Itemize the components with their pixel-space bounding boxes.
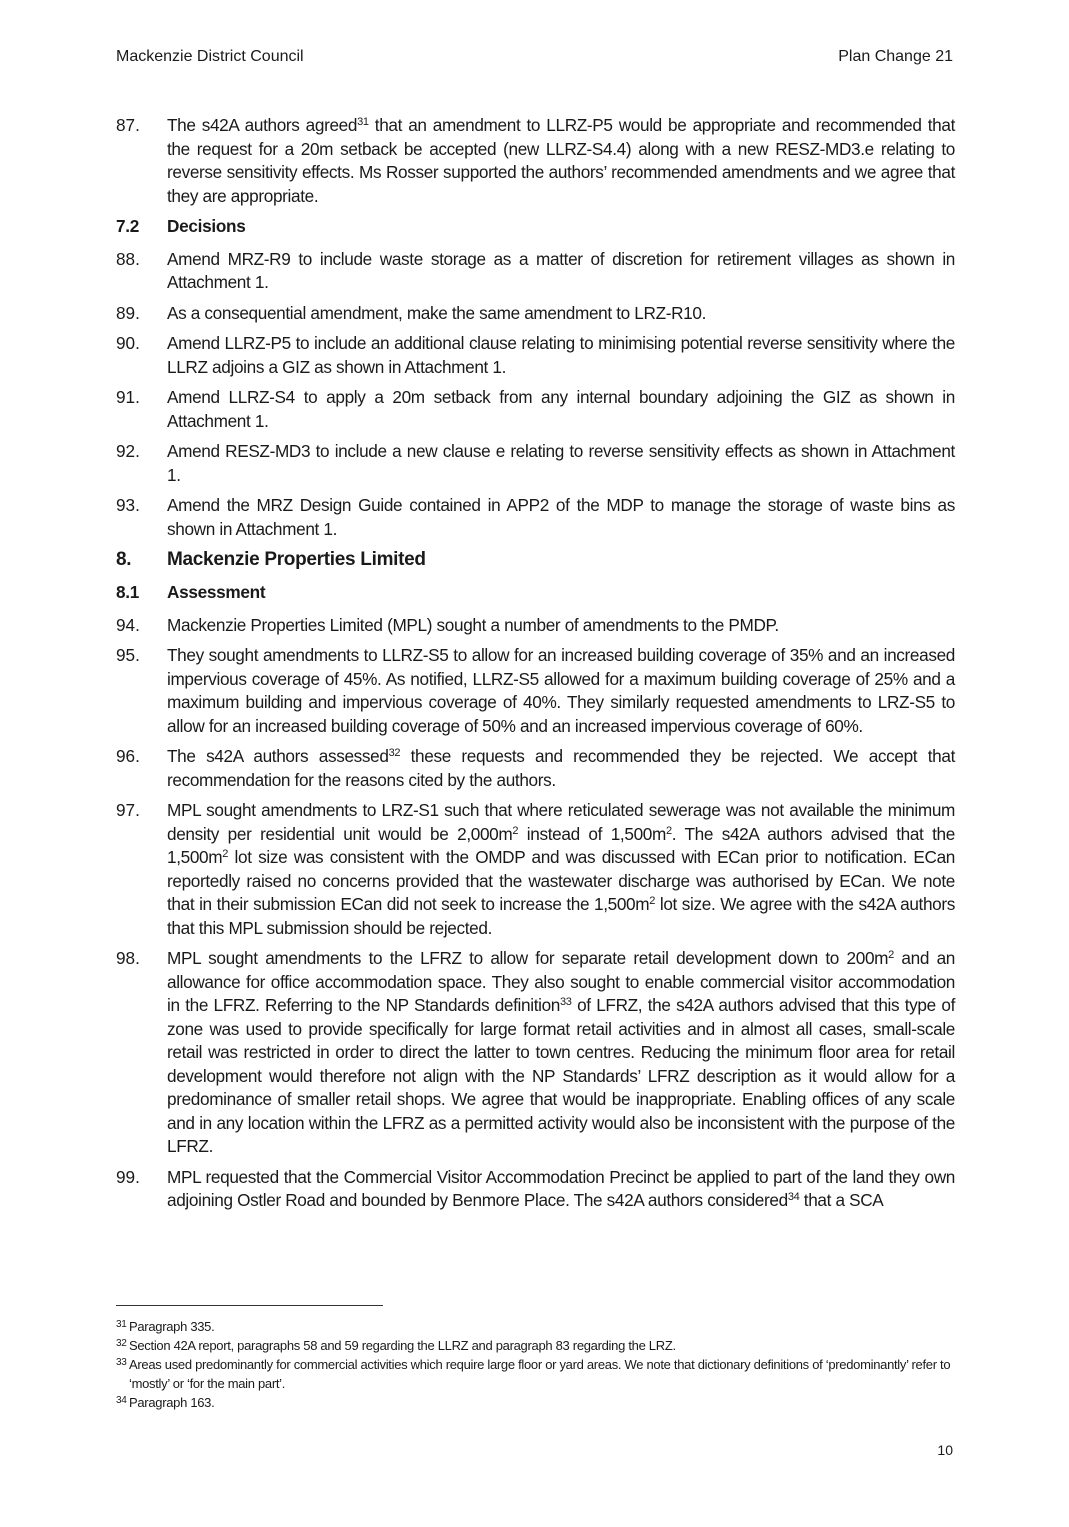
footnotes [116, 1317, 955, 1412]
paragraph-number: 91. [116, 387, 140, 407]
heading-number: 7.2 [116, 216, 139, 236]
paragraph-92 [116, 440, 955, 487]
footnote-text: Paragraph 335. [129, 1319, 215, 1334]
text-run: MPL requested that the Commercial Visitor Accommodation Precinct be applied to part of the land they own adjoining Ostler Road and bounded by Benmore Place. The s42A authors considered [167, 1166, 955, 1210]
heading-title: Mackenzie Properties Limited [167, 549, 426, 570]
paragraph-number: 89. [116, 302, 140, 323]
footnote-ref-33[interactable]: 33 [560, 996, 572, 1008]
paragraph-98 [116, 947, 955, 1159]
text-run: The s42A authors agreed [167, 115, 358, 135]
heading-8 [116, 548, 955, 572]
text-run: instead of 1,500m [518, 823, 666, 844]
paragraph-number: 94. [116, 614, 140, 635]
footnote-text: Areas used predominantly for commercial activities which require large floor or yard areas. We note that dictionary definitions of ‘predominantly’ refer to ‘mostly’ or ‘for the main part’. [129, 1357, 951, 1391]
text-run: The s42A authors assessed [167, 746, 389, 766]
page-number: 10 [937, 1442, 953, 1458]
paragraph-text [167, 114, 955, 208]
heading-title: Decisions [167, 216, 246, 236]
paragraph-text [167, 947, 955, 1159]
footnote-number: 34 [116, 1395, 127, 1406]
paragraph-text [167, 799, 955, 940]
heading-8-1 [116, 581, 955, 605]
paragraph-97 [116, 799, 955, 940]
footnote-number: 33 [116, 1357, 127, 1368]
footnote-text: Paragraph 163. [129, 1395, 215, 1410]
text-run: . The s42A authors advised that the 1,500m [167, 823, 955, 867]
footnote-text: Section 42A report, paragraphs 58 and 59 regarding the LLRZ and paragraph 83 regarding the LRZ. [129, 1338, 676, 1353]
paragraph-89 [116, 302, 955, 326]
paragraph-text [167, 745, 955, 792]
paragraph-96 [116, 745, 955, 792]
paragraph-text: Amend MRZ-R9 to include waste storage as a matter of discretion for retirement villages as shown in Attachment 1. [167, 248, 955, 292]
body-content [116, 114, 955, 1220]
footnote-ref-32[interactable]: 32 [388, 747, 401, 759]
footnote-number: 31 [116, 1319, 127, 1330]
text-run: these requests and recommended they be rejected. We accept that recommendation for the reasons cited by the authors. [167, 746, 955, 790]
text-run: of LFRZ, the s42A authors advised that this type of zone was used to provide specifically for large format retail activities and in almost all cases, small-scale retail was restricted in order to direct the latter to town centres. Reducing the minimum floor area for retail development would therefore not align with the NP Standards’ LFRZ description as it would allow for a predominance of smaller retail shops. We agree that would be inappropriate. Enabling offices of any scale and in any location within the LFRZ as a permitted activity would also be inconsistent with the purpose of the LFRZ. [167, 995, 955, 1156]
text-run: that a SCA [799, 1190, 884, 1210]
paragraph-91 [116, 386, 955, 433]
text-run: lot size was consistent with the OMDP and was discussed with ECan prior to notification. ECan reportedly raised no concerns provided that the wastewater discharge was authorised by ECan. We note that in their submission ECan did not seek to increase the 1,500m [167, 847, 955, 914]
superscript: 2 [649, 895, 656, 907]
paragraph-90 [116, 332, 955, 379]
paragraph-text: They sought amendments to LLRZ-S5 to allow for an increased building coverage of 35% and an increased impervious coverage of 45%. As notified, LLRZ-S5 allowed for a maximum building coverage of 25% and a maximum building and impervious coverage of 40%. They similarly requested amendments to LRZ-S5 to allow for an increased building coverage of 50% and an increased impervious coverage of 60%. [167, 645, 955, 736]
paragraph-number: 98. [116, 948, 140, 968]
paragraph-number: 99. [116, 1166, 140, 1187]
heading-7-2 [116, 215, 955, 239]
paragraph-text: Amend RESZ-MD3 to include a new clause e relating to reverse sensitivity effects as shown in Attachment 1. [167, 441, 955, 485]
paragraph-text: Amend LLRZ-S4 to apply a 20m setback from any internal boundary adjoining the GIZ as shown in Attachment 1. [167, 387, 955, 431]
text-run: MPL sought amendments to the LFRZ to allow for separate retail development down to 200m [167, 948, 889, 968]
paragraph-94 [116, 614, 955, 638]
footnote-33 [116, 1355, 955, 1393]
footnote-31 [116, 1317, 955, 1336]
paragraph-93 [116, 494, 955, 541]
heading-title: Assessment [167, 582, 266, 602]
paragraph-number: 97. [116, 800, 140, 820]
footnote-32 [116, 1336, 955, 1355]
superscript: 2 [512, 824, 519, 837]
text-run: lot size. We agree with the s42A authors that this MPL submission should be rejected. [167, 894, 955, 938]
footnote-separator [116, 1305, 383, 1306]
paragraph-88 [116, 248, 955, 295]
paragraph-number: 88. [116, 248, 140, 269]
text-run: and an allowance for office accommodation space. They also sought to enable commercial visitor accommodation in the LFRZ. Referring to the NP Standards definition [167, 948, 955, 1015]
superscript: 2 [888, 949, 894, 961]
paragraph-87 [116, 114, 955, 208]
text-run: MPL sought amendments to LRZ-S1 such that where reticulated sewerage was not available the minimum density per residential unit would be 2,000m [167, 800, 955, 844]
paragraph-number: 96. [116, 746, 140, 766]
paragraph-number: 87. [116, 115, 140, 135]
paragraph-text: Mackenzie Properties Limited (MPL) sought a number of amendments to the PMDP. [167, 614, 779, 635]
footnote-number: 32 [116, 1338, 127, 1349]
footnote-34 [116, 1393, 955, 1412]
header-plan-change: Plan Change 21 [838, 48, 953, 65]
paragraph-text: As a consequential amendment, make the same amendment to LRZ-R10. [167, 302, 706, 323]
paragraph-text: Amend the MRZ Design Guide contained in APP2 of the MDP to manage the storage of waste bins as shown in Attachment 1. [167, 495, 955, 539]
paragraph-number: 95. [116, 645, 140, 665]
paragraph-number: 93. [116, 495, 140, 515]
superscript: 2 [222, 848, 229, 860]
paragraph-99 [116, 1166, 955, 1213]
heading-number: 8.1 [116, 582, 139, 602]
paragraph-text [167, 1166, 955, 1213]
heading-number: 8. [116, 549, 132, 570]
paragraph-text: Amend LLRZ-P5 to include an additional clause relating to minimising potential reverse sensitivity where the LLRZ adjoins a GIZ as shown in Attachment 1. [167, 333, 955, 377]
paragraph-95 [116, 644, 955, 738]
paragraph-number: 90. [116, 333, 140, 353]
paragraph-number: 92. [116, 441, 140, 461]
footnote-ref-31[interactable]: 31 [357, 116, 369, 128]
footnote-ref-34[interactable]: 34 [787, 1191, 800, 1203]
text-run: that an amendment to LLRZ-P5 would be appropriate and recommended that the request for a 20m setback be accepted (new LLRZ-S4.4) along with a new RESZ-MD3.e relating to reverse sensitivity effects. Ms Rosser supported the authors’ recommended amendments and we agree that they are appropriate. [167, 115, 956, 206]
superscript: 2 [665, 824, 672, 837]
header-organisation: Mackenzie District Council [116, 48, 304, 65]
